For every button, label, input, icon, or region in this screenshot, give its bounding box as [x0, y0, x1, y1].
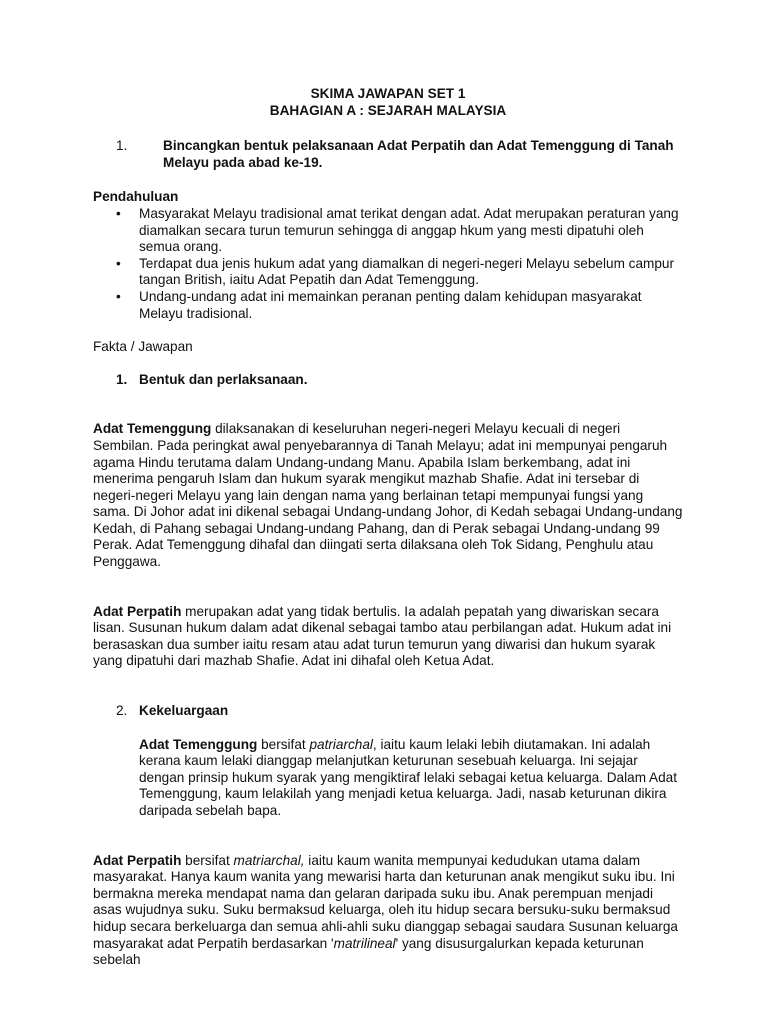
- document-title: SKIMA JAWAPAN SET 1: [310, 86, 466, 101]
- section2-title: Kekeluargaan: [139, 703, 229, 719]
- question-text: Bincangkan bentuk pelaksanaan Adat Perpatih dan Adat Temenggung di Tanah Melayu pada abad ke-19.: [163, 138, 674, 170]
- document-page: [93, 86, 683, 969]
- intro-heading: Pendahuluan: [93, 189, 179, 205]
- section2-perpatih-paragraph: Adat Perpatih bersifat matriarchal, iaitu kaum wanita mempunyai kedudukan utama dalam masyarakat. Hanya kaum wanita yang mewarisi harta dan keturunan anak mengikut suku ibu. Ini bermakna mereka mendapat nama dan gelaran daripada suku ibu. Anak perempuan menjadi asas wujudnya suku. Suku bermaksud keluarga, oleh itu hidup secara bersuku-suku bermaksud hidup secara berkeluarga dan semua ahli-ahli suku dianggap sebagai saudara Susunan keluarga masyarakat adat Perpatih berdasarkan 'matrilineal' yang disusurgalurkan kepada keturunan sebelah: [93, 852, 678, 968]
- section1-title: Bentuk dan perlaksanaan.: [139, 371, 308, 387]
- question-number: 1.: [116, 138, 128, 154]
- facts-label: Fakta / Jawapan: [93, 339, 193, 355]
- section1-number: 1.: [116, 371, 128, 387]
- section1-temenggung-paragraph: Adat Temenggung dilaksanakan di keseluruhan negeri-negeri Melayu kecuali di negeri Sembilan. Pada peringkat awal penyebarannya di Tanah Melayu; adat ini mempunyai pengaruh agama Hindu terutama dalam Undang-undang Manu. Apabila Islam berkembang, adat ini menerima pengaruh Islam dan hukum syarak mengikut mazhab Shafie. Adat ini tersebar di negeri-negeri Melayu yang lain dengan nama yang berlainan tetapi mempunyai fungsi yang sama. Di Johor adat ini dikenal sebagai Undang-undang Johor, di Kedah sebagai Undang-undang Kedah, di Pahang sebagai Undang-undang Pahang, dan di Perak sebagai Undang-undang 99 Perak. Adat Temenggung dihafal dan diingati serta dilaksana oleh Tok Sidang, Penghulu atau Penggawa.: [93, 421, 683, 570]
- section2-heading: [93, 703, 683, 720]
- section1-perpatih-paragraph: Adat Perpatih merupakan adat yang tidak bertulis. Ia adalah pepatah yang diwariskan secara lisan. Susunan hukum dalam adat dikenal sebagai tambo atau perbilangan adat. Hukum adat ini berasaskan dua sumber iaitu resam atau adat turun temurun yang diwarisi dan hukum syarak yang dipatuhi dari mazhab Shafie. Adat ini dihafal oleh Ketua Adat.: [93, 603, 672, 669]
- bullet-icon: •: [116, 288, 121, 304]
- term-adat-temenggung: Adat Temenggung: [139, 736, 258, 752]
- section2-temenggung-paragraph: Adat Temenggung bersifat patriarchal, iaitu kaum lelaki lebih diutamakan. Ini adalah kerana kaum lelaki dianggap melanjutkan keturunan sesebuah keluarga. Ini sejajar dengan prinsip hukum syarak yang mengiktiraf lelaki sebagai ketua keluarga. Dalam Adat Temenggung, kaum lelakilah yang menjadi ketua keluarga. Jadi, nasab keturunan dikira daripada sebelah bapa.: [139, 736, 678, 818]
- list-item: • Masyarakat Melayu tradisional amat terikat dengan adat. Adat merupakan peraturan yang diamalkan secara turun temurun sehingga di anggap hkum yang mesti dipatuhi oleh semua orang.: [116, 205, 679, 255]
- term-adat-perpatih: Adat Perpatih: [93, 603, 182, 619]
- bullet-icon: •: [116, 205, 121, 221]
- bullet-icon: •: [116, 255, 121, 271]
- list-item: • Terdapat dua jenis hukum adat yang diamalkan di negeri-negeri Melayu sebelum campur tangan British, iaitu Adat Pepatih dan Adat Temenggung.: [116, 255, 674, 288]
- section1-heading: [93, 372, 683, 389]
- list-item: • Undang-undang adat ini memainkan peranan penting dalam kehidupan masyarakat Melayu tradisional.: [116, 288, 642, 321]
- question: [93, 138, 683, 171]
- document-subtitle: BAHAGIAN A : SEJARAH MALAYSIA: [269, 102, 507, 118]
- term-adat-temenggung: Adat Temenggung: [93, 421, 212, 437]
- section2-number: 2.: [116, 703, 128, 719]
- intro-bullet-list: [93, 206, 683, 322]
- term-adat-perpatih: Adat Perpatih: [93, 852, 182, 868]
